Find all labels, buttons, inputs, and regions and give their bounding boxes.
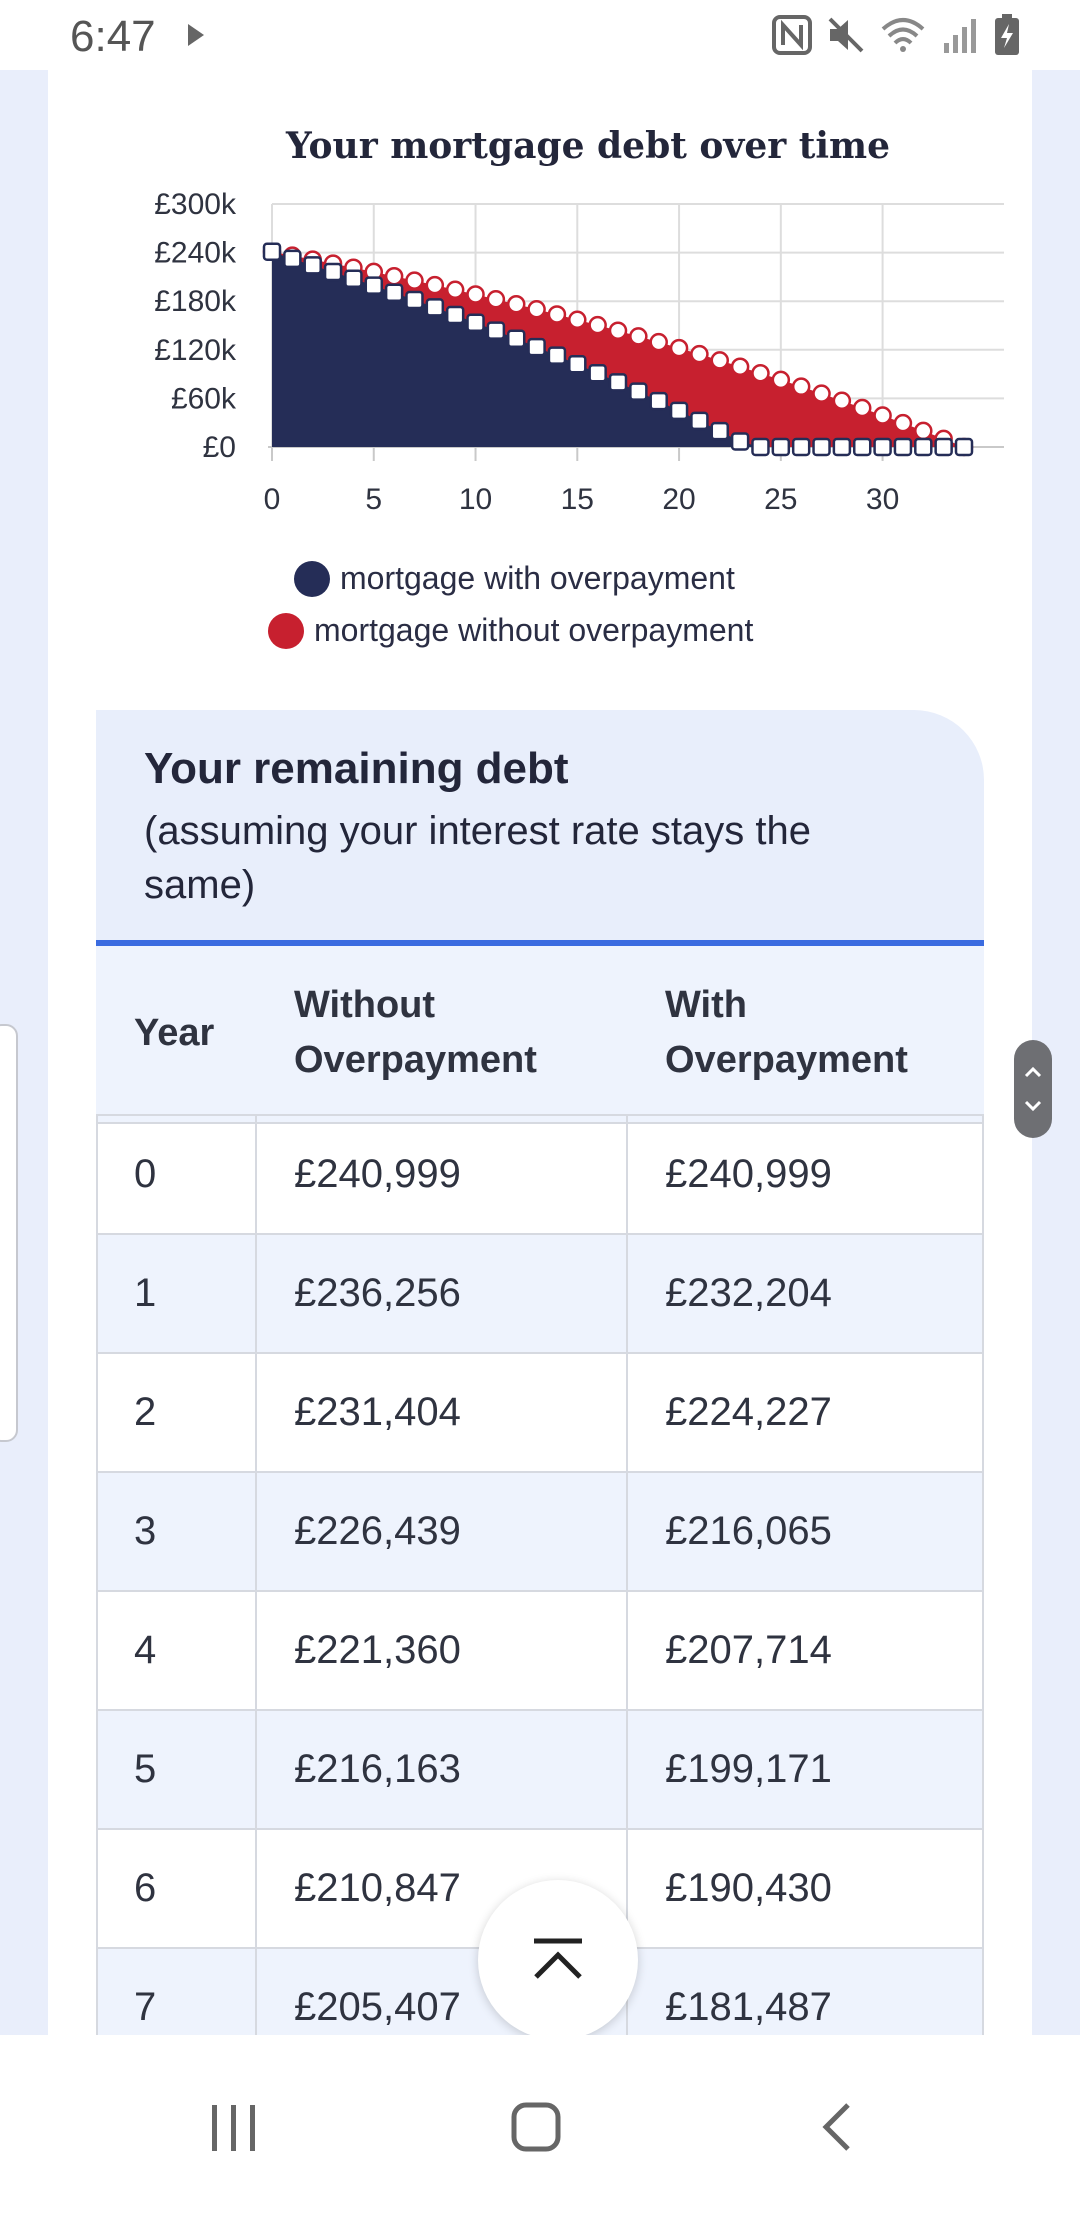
header-without-line1: Without [294,984,436,1026]
cell-year: 5 [134,1747,157,1791]
marker-without-overpayment [834,393,850,409]
marker-with-overpayment [447,307,463,323]
wifi-icon [880,15,926,55]
remaining-debt-subtitle: (assuming your interest rate stays the same) [144,809,811,907]
marker-with-overpayment [854,439,870,455]
cell-with: £216,065 [665,1509,832,1553]
legend-label-without-overpayment: mortgage without overpayment [314,612,754,648]
marker-with-overpayment [590,365,606,381]
edge-panel-handle[interactable] [0,1024,18,1442]
table-row [96,1233,984,1352]
table-border-left [96,1114,98,2108]
marker-without-overpayment [875,407,891,423]
cell-without: £240,999 [294,1152,461,1196]
cell-with: £199,171 [665,1747,832,1791]
legend-label-with-overpayment: mortgage with overpayment [340,560,735,596]
fast-scroll-handle[interactable] [1014,1040,1052,1138]
marker-without-overpayment [651,334,667,350]
cell-year: 6 [134,1866,157,1910]
cell-with: £190,430 [665,1866,832,1910]
marker-with-overpayment [915,439,931,455]
table-header [96,946,984,1124]
marker-with-overpayment [956,439,972,455]
remaining-debt-panel [96,710,984,946]
status-bar [0,0,1080,70]
marker-with-overpayment [793,439,809,455]
marker-without-overpayment [569,312,585,328]
status-time: 6:47 [70,12,156,61]
marker-with-overpayment [366,278,382,294]
marker-without-overpayment [671,340,687,356]
marker-with-overpayment [752,439,768,455]
marker-without-overpayment [386,268,402,284]
y-tick-label: £180k [154,285,236,319]
marker-without-overpayment [468,286,484,302]
marker-with-overpayment [610,374,626,390]
table-divider-1 [255,1114,257,2108]
home-icon[interactable] [510,2101,562,2153]
battery-icon [994,14,1020,56]
marker-without-overpayment [773,372,789,388]
marker-without-overpayment [915,423,931,439]
marker-without-overpayment [895,415,911,431]
marker-with-overpayment [488,323,504,339]
cell-with: £181,487 [665,1985,832,2029]
marker-with-overpayment [427,299,443,315]
x-tick-label: 5 [365,483,383,516]
marker-with-overpayment [468,315,484,331]
y-tick-label: £240k [154,236,236,270]
marker-with-overpayment [508,331,524,347]
cell-year: 1 [134,1271,157,1315]
cell-year: 7 [134,1985,157,2029]
marker-without-overpayment [508,296,524,312]
legend-dot-with-overpayment [294,561,330,597]
marker-with-overpayment [529,339,545,355]
header-without-overpayment [294,978,537,1088]
cell-with: £224,227 [665,1390,832,1434]
x-tick-label: 15 [560,483,594,516]
marker-with-overpayment [284,251,300,267]
marker-with-overpayment [936,439,952,455]
marker-without-overpayment [427,277,443,293]
marker-with-overpayment [773,439,789,455]
cell-without: £231,404 [294,1390,461,1434]
marker-with-overpayment [671,403,687,419]
marker-without-overpayment [691,346,707,362]
remaining-debt-title: Your remaining debt [144,744,569,793]
marker-with-overpayment [712,423,728,439]
cell-year: 3 [134,1509,157,1553]
marker-without-overpayment [488,291,504,307]
marker-with-overpayment [875,439,891,455]
marker-without-overpayment [630,328,646,344]
marker-with-overpayment [406,292,422,308]
legend-dot-without-overpayment [268,613,304,649]
marker-without-overpayment [447,282,463,298]
marker-with-overpayment [386,285,402,301]
marker-without-overpayment [712,352,728,368]
y-tick-label: £120k [154,333,236,367]
header-with-line1: With [665,984,747,1026]
cell-without: £226,439 [294,1509,461,1553]
cell-year: 0 [134,1152,157,1196]
table-row [96,1114,984,1233]
marker-with-overpayment [651,393,667,409]
y-tick-label: £0 [202,431,236,464]
marker-without-overpayment [549,306,565,322]
y-tick-label: £60k [170,382,236,416]
marker-with-overpayment [264,244,280,260]
x-tick-label: 10 [458,483,493,516]
marker-without-overpayment [793,379,809,395]
cell-without: £221,360 [294,1628,461,1672]
chevron-up-icon [528,1937,588,1983]
marker-with-overpayment [895,439,911,455]
marker-without-overpayment [529,301,545,317]
marker-with-overpayment [569,356,585,372]
x-tick-label: 30 [865,483,900,516]
system-nav-bar [0,2035,1080,2220]
header-with-line2: Overpayment [665,1039,908,1081]
marker-without-overpayment [406,273,422,289]
content-card [48,70,1032,2035]
table-row [96,1352,984,1471]
cell-with: £232,204 [665,1271,832,1315]
cell-without: £236,256 [294,1271,461,1315]
marker-without-overpayment [590,317,606,333]
table-border-right [982,1114,984,2108]
marker-without-overpayment [732,359,748,375]
cell-with: £240,999 [665,1152,832,1196]
marker-without-overpayment [814,386,830,402]
marker-with-overpayment [630,384,646,400]
header-with-overpayment [665,978,908,1088]
marker-with-overpayment [814,439,830,455]
cell-without: £210,847 [294,1866,461,1910]
x-tick-label: 0 [263,483,281,516]
legend-item-without-overpayment[interactable] [268,612,753,649]
status-icons [772,14,1020,56]
table-row [96,1709,984,1828]
marker-with-overpayment [549,348,565,364]
marker-with-overpayment [834,439,850,455]
nfc-icon [772,15,812,55]
mute-icon [826,15,866,55]
marker-with-overpayment [691,413,707,429]
cell-without: £205,407 [294,1985,461,2029]
play-icon [186,22,206,48]
marker-without-overpayment [752,365,768,381]
signal-icon [940,15,980,55]
chart-title: Your mortgage debt over time [285,125,891,167]
table-row [96,1471,984,1590]
back-to-top-button[interactable] [478,1880,638,2040]
recent-apps-icon[interactable] [210,2103,258,2153]
marker-with-overpayment [325,264,341,280]
back-icon[interactable] [818,2101,854,2153]
cell-with: £207,714 [665,1628,832,1672]
legend-item-with-overpayment[interactable] [294,560,735,597]
marker-without-overpayment [854,400,870,416]
marker-without-overpayment [610,323,626,339]
marker-with-overpayment [732,434,748,450]
y-tick-label: £300k [154,188,236,221]
cell-year: 2 [134,1390,157,1434]
marker-with-overpayment [345,271,361,287]
table-row [96,1590,984,1709]
cell-year: 4 [134,1628,157,1672]
marker-with-overpayment [305,257,321,273]
header-year: Year [134,1012,215,1054]
x-tick-label: 20 [662,483,696,516]
cell-without: £216,163 [294,1747,461,1791]
x-tick-label: 25 [764,483,798,516]
header-without-line2: Overpayment [294,1039,537,1081]
scroll-arrows-icon [1014,1040,1052,1138]
